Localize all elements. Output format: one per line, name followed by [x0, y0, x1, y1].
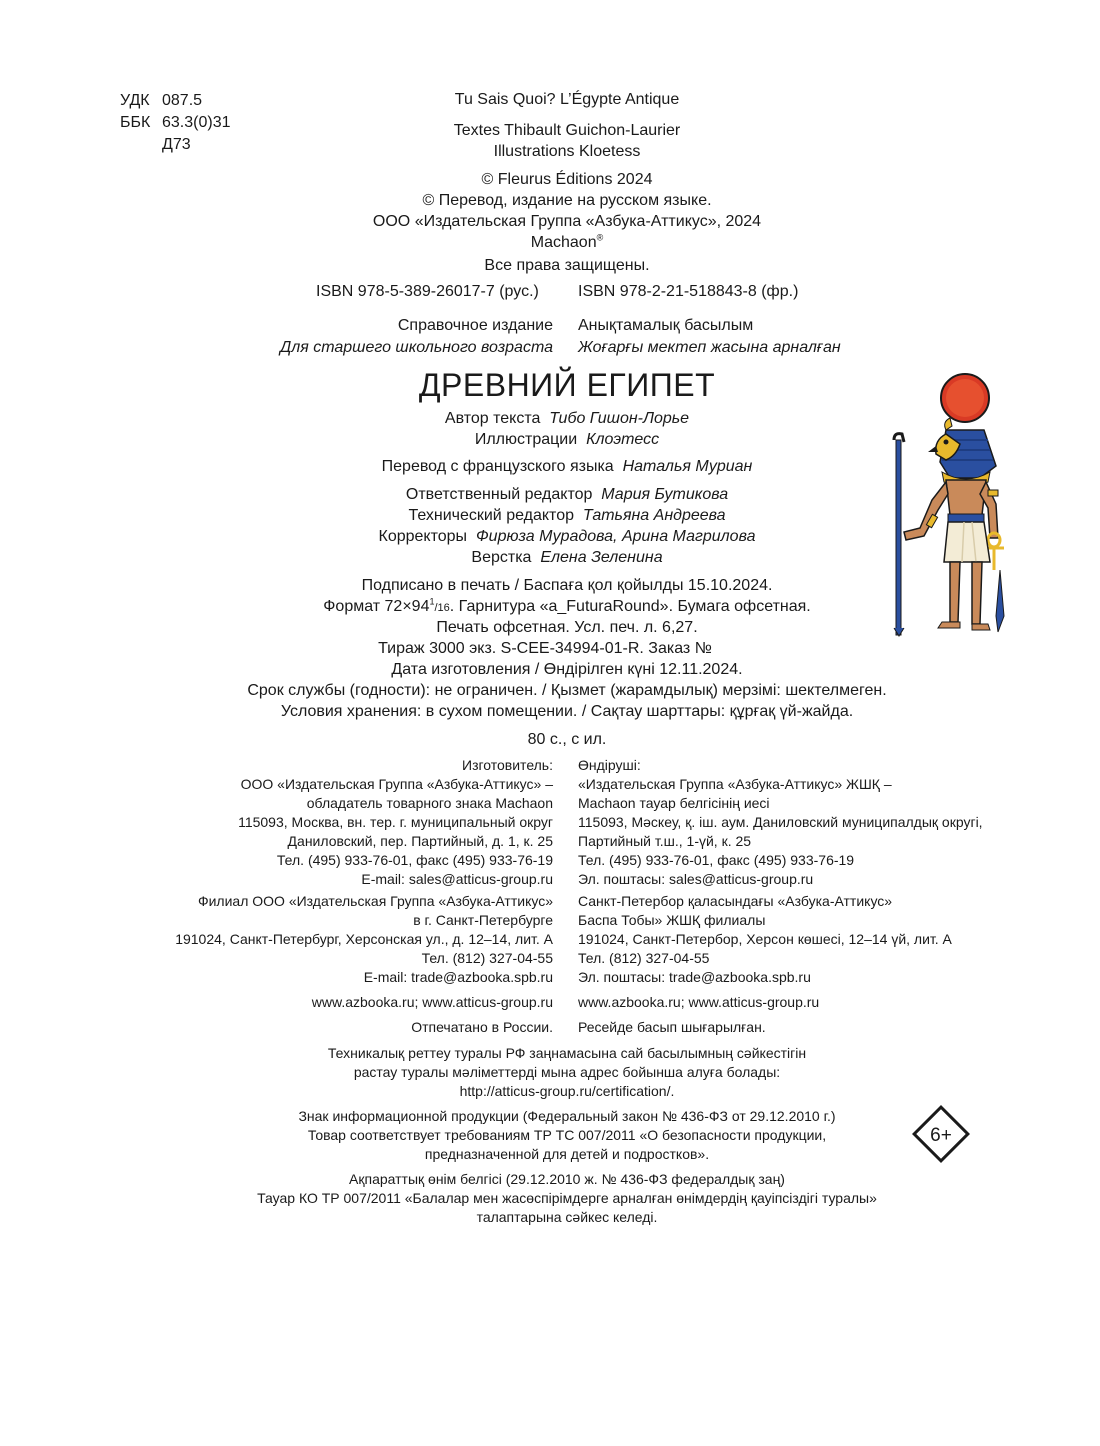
- author-mark: Д73: [162, 136, 191, 153]
- udk-label: УДК: [120, 92, 150, 109]
- edition-type-ru: Справочное издание: [397, 317, 553, 334]
- info-sign-ru-line: предназначенной для детей и подростков».: [424, 1146, 710, 1162]
- original-title: Tu Sais Quoi? L’Égypte Antique: [454, 91, 680, 108]
- web-kz: www.azbooka.ru; www.atticus-group.ru: [578, 994, 820, 1010]
- credit-name: Наталья Муриан: [622, 458, 753, 475]
- manufacturer-kz-line: Партийный т.ш., 1-үй, к. 25: [578, 833, 752, 849]
- credit-role: Иллюстрации: [474, 431, 578, 448]
- age-rating-badge: [910, 1103, 972, 1165]
- print-signed: Подписано в печать / Баспаға қол қойылды 15.10.2024.: [361, 577, 773, 594]
- manufacturer-ru-line: 115093, Москва, вн. тер. г. муниципальный округ: [238, 814, 553, 830]
- edition-type-kz: Анықтамалық басылым: [578, 317, 754, 334]
- manufacturer-ru-line: Изготовитель:: [462, 757, 553, 773]
- brand-mark: ®: [596, 232, 604, 243]
- manufacturer-kz-line: Machaon тауар белгісінің иесі: [578, 795, 770, 811]
- certification-line: Техникалық реттеу туралы РФ заңнамасына сай басылымның сәйкестігін: [327, 1045, 807, 1061]
- print-run: [0, 638, 1100, 659]
- print-storage: Условия хранения: в сухом помещении. / Сақтау шарттары: құрғақ үй-жайда.: [280, 703, 854, 720]
- branch-kz-line: Тел. (812) 327-04-55: [578, 950, 710, 966]
- manufacturer-ru-line: обладатель товарного знака Machaon: [306, 795, 553, 811]
- info-sign-kz-line: Ақпараттық өнім белгісі (29.12.2010 ж. № 436-ФЗ федералдық заң): [349, 1171, 785, 1187]
- format-suffix: . Гарнитура «a_FuturaRound». Бумага офсетная.: [449, 598, 811, 615]
- credit-name: Фирюза Мурадова, Арина Магрилова: [475, 528, 756, 545]
- credit-role: Ответственный редактор: [405, 486, 593, 503]
- branch-kz-line: Санкт-Петербор қаласындағы «Азбука-Аттикус»: [578, 893, 893, 909]
- format-prefix: Формат 72×94: [323, 598, 430, 615]
- isbn-fr: ISBN 978-2-21-518843-8 (фр.): [578, 283, 799, 300]
- branch-kz: [578, 892, 952, 987]
- manufacturer-kz-line: Өндіруші:: [578, 757, 641, 773]
- web-ru: www.azbooka.ru; www.atticus-group.ru: [311, 994, 553, 1010]
- printed-in-kz: Ресейде басып шығарылған.: [578, 1019, 766, 1035]
- isbn-ru: ISBN 978-5-389-26017-7 (рус.): [316, 283, 539, 300]
- info-sign-ru-line: Товар соответствует требованиям ТР ТС 007/2011 «О безопасности продукции,: [307, 1127, 827, 1143]
- certification-line: растау туралы мәліметтерді мына адрес бойынша алуға болады:: [353, 1064, 781, 1080]
- info-sign-ru-line: Знак информационной продукции (Федеральный закон № 436-ФЗ от 29.12.2010 г.): [298, 1108, 836, 1124]
- manufacturer-kz-email: Эл. поштасы: sales@atticus-group.ru: [578, 871, 814, 887]
- manufacturer-ru-line: Даниловский, пер. Партийный, д. 1, к. 25: [287, 833, 553, 849]
- credit-role: Автор текста: [444, 410, 541, 427]
- print-service: Срок службы (годности): не ограничен. / Қызмет (жарамдылық) мерзімі: шектелмеген.: [247, 682, 887, 699]
- credit-role: Перевод с французского языка: [381, 458, 614, 475]
- branch-kz-line: 191024, Санкт-Петербор, Херсон көшесі, 12–14 үй, лит. А: [578, 931, 952, 947]
- credit-role: Корректоры: [378, 528, 468, 545]
- certification-url: http://atticus-group.ru/certification/.: [459, 1083, 675, 1099]
- branch-kz-email: Эл. поштасы: trade@azbooka.spb.ru: [578, 969, 811, 985]
- brand-line: [0, 232, 1100, 253]
- original-texts: Textes Thibault Guichon-Laurier: [453, 122, 681, 139]
- manufacturer-kz: [578, 756, 983, 889]
- manufacturer-ru: [238, 756, 553, 889]
- print-method: Печать офсетная. Усл. печ. л. 6,27.: [436, 619, 698, 636]
- info-sign-kz-line: Тауар КО ТР 007/2011 «Балалар мен жасөспірімдерге арналған өнімдердің қауіпсіздігі туралы»: [257, 1190, 877, 1206]
- branch-ru-line: 191024, Санкт-Петербург, Херсонская ул., д. 12–14, лит. А: [175, 931, 553, 947]
- credit-role: Верстка: [471, 549, 532, 566]
- info-sign-kz-line: талаптарына сәйкес келеді.: [476, 1209, 658, 1225]
- rights: Все права защищены.: [484, 257, 650, 274]
- copyright-original: © Fleurus Éditions 2024: [481, 171, 653, 188]
- publisher-line: ООО «Издательская Группа «Азбука-Аттикус», 2024: [372, 213, 762, 230]
- branch-ru-line: Тел. (812) 327-04-55: [421, 950, 553, 966]
- credit-name: Клоэтесс: [586, 431, 660, 448]
- copyright-translation: © Перевод, издание на русском языке.: [422, 192, 712, 209]
- book-title: ДРЕВНИЙ ЕГИПЕТ: [418, 367, 716, 403]
- manufacturer-ru-line: Тел. (495) 933-76-01, факс (495) 933-76-19: [276, 852, 553, 868]
- age-rating-label: 6+: [930, 1125, 952, 1146]
- print-made: Дата изготовления / Өндірілген күні 12.11.2024.: [391, 661, 743, 678]
- manufacturer-kz-line: «Издательская Группа «Азбука-Аттикус» ЖШҚ –: [578, 776, 892, 792]
- bbk-label: ББК: [120, 114, 151, 131]
- bbk-value: 63.3(0)31: [162, 114, 231, 131]
- credit-name: Татьяна Андреева: [582, 507, 726, 524]
- format-sub: /16: [434, 602, 450, 614]
- credit-name: Мария Бутикова: [601, 486, 729, 503]
- original-illustrations: Illustrations Kloetess: [493, 143, 641, 160]
- format-sup: 1: [429, 596, 435, 607]
- brand-name: Machaon: [530, 234, 597, 251]
- udk-value: 087.5: [162, 92, 203, 109]
- print-pages: 80 с., с ил.: [527, 731, 607, 748]
- branch-ru-email: E-mail: trade@azbooka.spb.ru: [363, 969, 553, 985]
- edition-age-kz: Жоғарғы мектеп жасына арналған: [578, 339, 841, 356]
- credit-role: Технический редактор: [408, 507, 574, 524]
- credit-name: Елена Зеленина: [540, 549, 663, 566]
- branch-ru-line: Филиал ООО «Издательская Группа «Азбука-Аттикус»: [197, 893, 553, 909]
- branch-ru: [175, 892, 553, 987]
- print-run-text: Тираж 3000 экз. S-CEE-34994-01-R. Заказ №: [378, 640, 712, 657]
- credit-name: Тибо Гишон-Лорье: [549, 410, 690, 427]
- ra-god-illustration: [880, 370, 1020, 640]
- manufacturer-ru-line: ООО «Издательская Группа «Азбука-Аттикус» –: [240, 776, 553, 792]
- manufacturer-kz-line: 115093, Мәскеу, қ. іш. аум. Даниловский муниципалдық округі,: [578, 814, 983, 830]
- branch-kz-line: Баспа Тобы» ЖШҚ филиалы: [578, 912, 766, 928]
- edition-age-ru: Для старшего школьного возраста: [279, 339, 553, 356]
- branch-ru-line: в г. Санкт-Петербурге: [413, 912, 553, 928]
- printed-in-ru: Отпечатано в России.: [411, 1019, 553, 1035]
- manufacturer-kz-line: Тел. (495) 933-76-01, факс (495) 933-76-19: [578, 852, 855, 868]
- manufacturer-ru-email: E-mail: sales@atticus-group.ru: [361, 871, 553, 887]
